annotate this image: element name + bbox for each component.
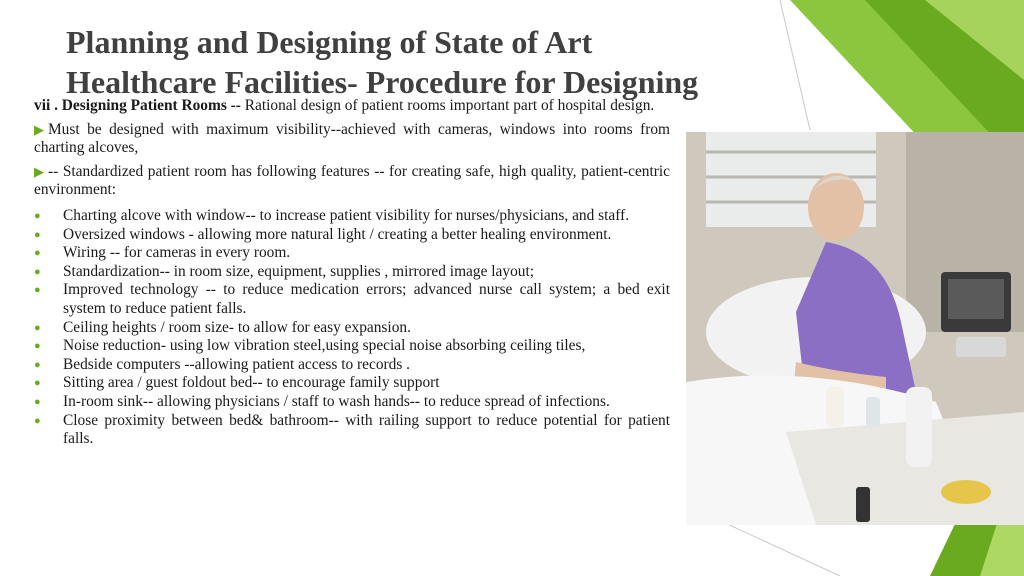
bullet-dot-icon: ● (34, 340, 41, 353)
bullet-dot-icon: ● (34, 321, 41, 334)
bullet-dot-icon: ● (34, 377, 41, 390)
list-item-text: Sitting area / guest foldout bed-- to encourage family support (63, 374, 440, 392)
list-item (34, 337, 670, 356)
list-item-text: Standardization-- in room size, equipment, supplies , mirrored image layout; (63, 262, 535, 280)
triangle-right-icon: ▶ (34, 122, 44, 137)
intro-text: Rational design of patient rooms important part of hospital design. (240, 97, 655, 114)
list-item-text: Close proximity between bed& bathroom-- with railing support to reduce potential for patient falls. (63, 411, 670, 448)
list-item-text: In-room sink-- allowing physicians / staff to wash hands-- to reduce spread of infections. (63, 392, 610, 410)
list-item (34, 374, 670, 393)
intro-paragraph (34, 97, 670, 115)
bullet-dot-icon: ● (34, 358, 41, 371)
slide-body (34, 97, 670, 449)
list-item (34, 226, 670, 245)
bullet-dot-icon: ● (34, 395, 41, 408)
arrow-paragraph-text: -- Standardized patient room has following features -- for creating safe, high quality, patient-centric environment: (34, 163, 670, 198)
bullet-dot-icon: ● (34, 284, 41, 297)
bullet-dot-icon: ● (34, 210, 41, 222)
list-item (34, 319, 670, 338)
arrow-paragraph-text: Must be designed with maximum visibility--achieved with cameras, windows into rooms from charting alcoves, (34, 121, 670, 156)
slide-title (66, 22, 786, 102)
patient-photo-illustration (686, 132, 1024, 525)
bullet-dot-icon: ● (34, 414, 41, 427)
list-item (34, 281, 670, 318)
triangle-right-icon: ▶ (34, 164, 44, 179)
list-item-text: Charting alcove with window-- to increase patient visibility for nurses/physicians, and staff. (63, 207, 630, 224)
list-item (34, 207, 670, 226)
list-item (34, 263, 670, 282)
list-item-text: Improved technology -- to reduce medication errors; advanced nurse call system; a bed exit system to reduce patient falls. (63, 281, 670, 317)
list-item-text: Noise reduction- using low vibration steel,using special noise absorbing ceiling tiles, (63, 337, 586, 355)
list-item-text: Bedside computers --allowing patient access to records . (63, 355, 411, 373)
title-line-1: Planning and Designing of State of Art (66, 24, 593, 60)
arrow-paragraph-1 (34, 121, 670, 157)
bullet-dot-icon: ● (34, 247, 41, 260)
intro-lead: vii . Designing Patient Rooms -- (34, 97, 241, 114)
bullet-dot-icon: ● (34, 265, 41, 278)
list-item-text: Oversized windows - allowing more natural light / creating a better healing environment. (63, 225, 612, 243)
list-item (34, 393, 670, 412)
bullet-dot-icon: ● (34, 228, 41, 241)
list-item-text: Ceiling heights / room size- to allow for easy expansion. (63, 318, 411, 336)
list-item (34, 356, 670, 375)
arrow-paragraph-2 (34, 163, 670, 199)
patient-room-photo (686, 132, 1024, 525)
list-item (34, 412, 670, 449)
list-item (34, 244, 670, 263)
feature-list (34, 207, 670, 449)
list-item-text: Wiring -- for cameras in every room. (63, 244, 291, 262)
title-line-2: Healthcare Facilities- Procedure for Designing (66, 64, 699, 100)
